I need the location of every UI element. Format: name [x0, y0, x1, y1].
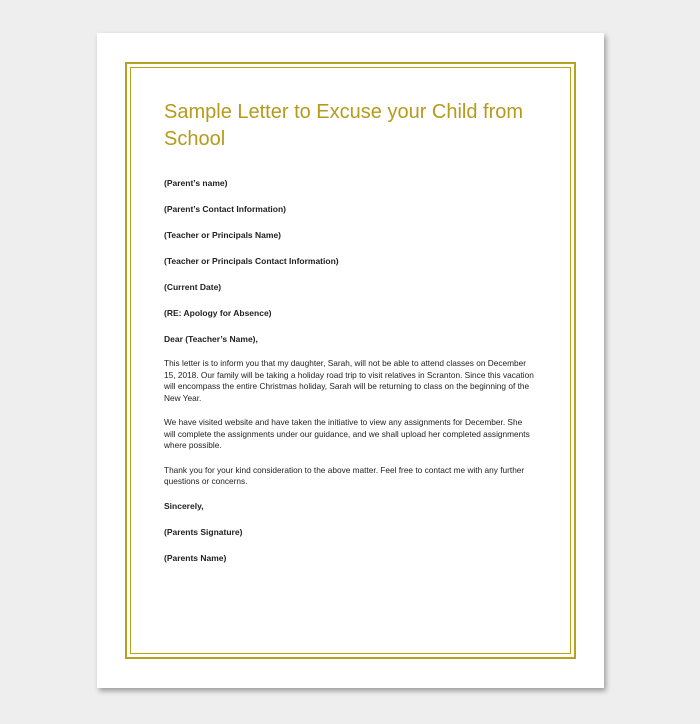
body-paragraph-3: Thank you for your kind consideration to the above matter. Feel free to contact me with any further questions or concerns. [164, 464, 525, 486]
parent-contact-field: (Parent’s Contact Information) [164, 204, 286, 214]
sign-off: Sincerely, [164, 500, 204, 511]
letter-content [164, 99, 534, 579]
salutation: Dear (Teacher’s Name), [164, 334, 258, 344]
parent-name-closing: (Parents Name) [164, 552, 227, 563]
subject-line: (RE: Apology for Absence) [164, 308, 272, 318]
letter-page [97, 33, 604, 688]
letter-title: Sample Letter to Excuse your Child from School [164, 101, 524, 150]
parent-name-field: (Parent’s name) [164, 178, 228, 188]
signature-field: (Parents Signature) [164, 526, 243, 537]
teacher-contact-field: (Teacher or Principals Contact Information) [164, 256, 339, 266]
body-paragraph-2: We have visited website and have taken the initiative to view any assignments for December. She will complete the assignments under our guidance, and we shall upload her completed assignments where possible. [164, 417, 530, 450]
current-date-field: (Current Date) [164, 282, 222, 292]
body-paragraph-1: This letter is to inform you that my daughter, Sarah, will not be able to attend classes on December 15, 2018. Our family will be taking a holiday road trip to visit relatives in Scranton. Since this vacation will encompass the entire Christmas holiday, Sarah will be returning to class on the beginning of the New Year. [164, 358, 534, 403]
teacher-name-field: (Teacher or Principals Name) [164, 230, 281, 240]
